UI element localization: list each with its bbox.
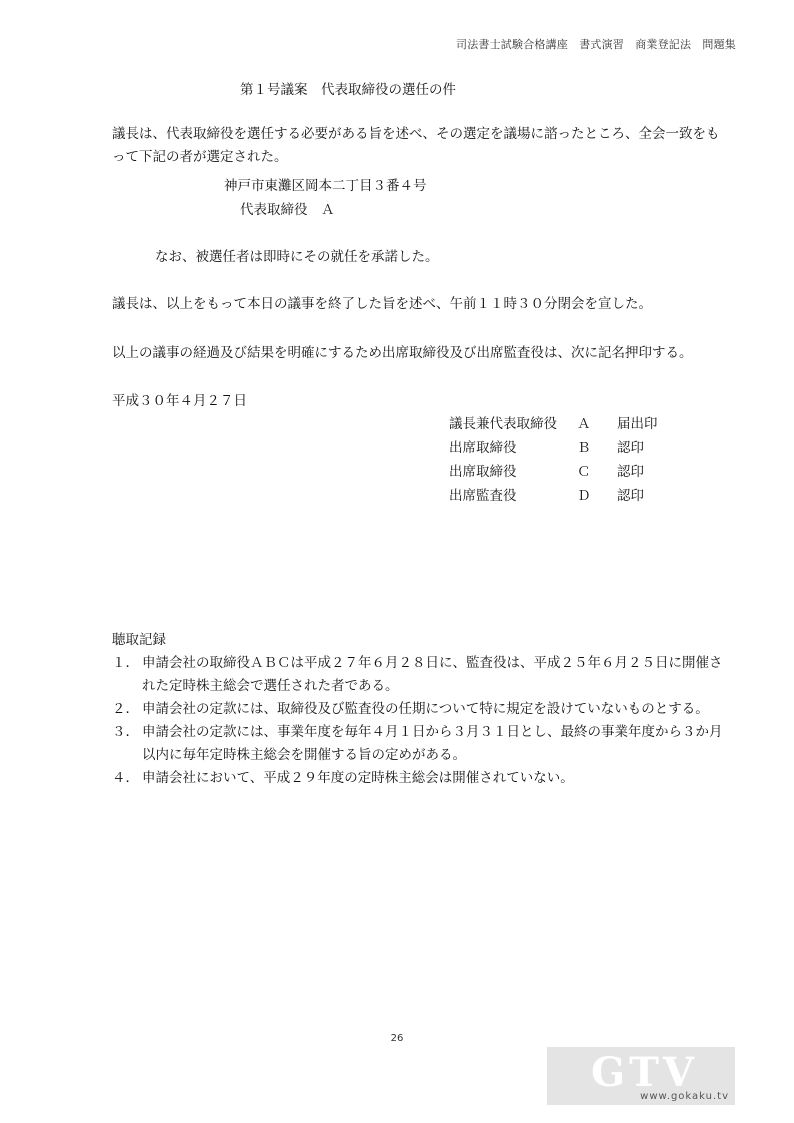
agenda-title: 第１号議案 代表取締役の選任の件 [240, 82, 456, 98]
signatory-role: 議長兼代表取締役 [449, 416, 557, 432]
attestation-statement: 以上の議事の経過及び結果を明確にするため出席取締役及び出席監査役は、次に記名押印する。 [112, 345, 693, 361]
hearing-item-line: れた定時株主総会で選任された者である。 [142, 678, 399, 694]
signatory-role: 出席監査役 [449, 488, 517, 504]
watermark-url: www.gokaku.tv [640, 1091, 729, 1102]
signatory-name: Ａ [577, 416, 591, 432]
signatory-row [449, 412, 658, 436]
signatory-name: Ｃ [577, 464, 591, 480]
hearing-item-number: １． [112, 655, 139, 671]
page-number: 26 [390, 1033, 404, 1044]
signatory-row [449, 484, 658, 508]
meeting-date: 平成３０年４月２７日 [112, 393, 247, 409]
hearing-item-text [142, 698, 742, 721]
signatory-table [449, 412, 658, 508]
hearing-item [112, 721, 742, 767]
page-header: 司法書士試験合格講座 書式演習 商業登記法 問題集 [456, 38, 736, 51]
hearing-item-text [142, 721, 742, 767]
signatory-seal: 認印 [617, 440, 644, 456]
agenda-paragraph-line: 議長は、代表取締役を選任する必要がある旨を述べ、その選定を議場に諮ったところ、全会一致をも [112, 126, 720, 142]
appointee-name: 代表取締役 Ａ [240, 202, 335, 218]
signatory-row [449, 436, 658, 460]
hearing-item-line: 申請会社において、平成２９年度の定時株主総会は開催されていない。 [142, 770, 574, 786]
acceptance-statement: なお、被選任者は即時にその就任を承諾した。 [155, 249, 439, 265]
agenda-paragraph [112, 123, 742, 169]
watermark-logo-block [547, 1047, 735, 1105]
hearing-item-line: 申請会社の定款には、取締役及び監査役の任期について特に規定を設けていないものとする。 [142, 701, 709, 717]
agenda-paragraph-line: って下記の者が選定された。 [112, 149, 288, 165]
signatory-seal: 届出印 [617, 416, 658, 432]
hearing-item-line: 申請会社の定款には、事業年度を毎年４月１日から３月３１日とし、最終の事業年度から３か月 [142, 724, 723, 740]
signatory-role: 出席取締役 [449, 464, 517, 480]
hearing-item-line: 申請会社の取締役ＡＢＣは平成２７年６月２８日に、監査役は、平成２５年６月２５日に開催さ [142, 655, 723, 671]
closing-statement: 議長は、以上をもって本日の議事を終了した旨を述べ、午前１１時３０分閉会を宣した。 [112, 296, 652, 312]
signatory-role: 出席取締役 [449, 440, 517, 456]
hearing-item-text [142, 767, 742, 790]
appointee-address: 神戸市東灘区岡本二丁目３番４号 [224, 178, 427, 194]
hearing-item-number: ２． [112, 701, 139, 717]
hearing-item [112, 698, 742, 721]
hearing-item-number: ３． [112, 724, 139, 740]
hearing-item [112, 652, 742, 698]
signatory-row [449, 460, 658, 484]
signatory-name: Ｄ [577, 488, 591, 504]
hearing-item-line: 以内に毎年定時株主総会を開催する旨の定めがある。 [142, 747, 466, 763]
signatory-name: Ｂ [577, 440, 591, 456]
watermark-logo: GTV [591, 1049, 698, 1096]
hearing-record-title: 聴取記録 [112, 632, 166, 648]
hearing-item [112, 767, 742, 790]
hearing-record [112, 628, 742, 790]
signatory-seal: 認印 [617, 464, 644, 480]
signatory-seal: 認印 [617, 488, 644, 504]
hearing-item-text [142, 652, 742, 698]
hearing-item-number: ４． [112, 770, 139, 786]
